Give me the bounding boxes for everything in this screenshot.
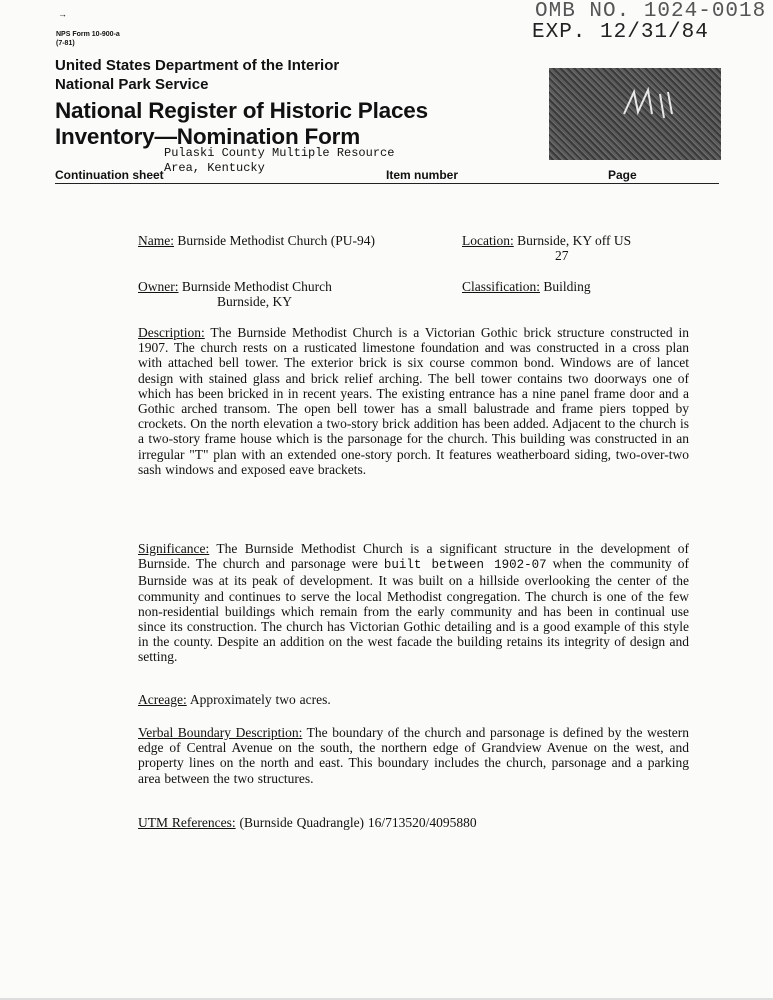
tick-mark: → [58,9,67,19]
significance-label: Significance: [138,541,210,556]
location-value-line2: 27 [555,248,569,263]
item-number-label: Item number [386,168,459,182]
continuation-sheet-label: Continuation sheet [55,168,164,182]
utm-text: (Burnside Quadrangle) 16/713520/4095880 [239,815,477,830]
acreage-section [138,692,689,707]
significance-text-a: The Burnside Methodist Church is a significant structure in the development of Burnside. The church and parsonage were [138,541,689,572]
stamp-scribble-icon [620,84,680,124]
form-title [55,98,428,150]
owner-value: Burnside Methodist Church [181,279,332,294]
continuation-sheet-value [164,146,394,176]
page-label: Page [608,168,637,182]
owner-value-line2: Burnside, KY [217,294,292,309]
handwritten-stamp-mark [620,84,680,131]
omb-number: OMB NO. 1024-0018 [535,0,767,23]
description-section [138,325,689,477]
boundary-label: Verbal Boundary Description: [138,725,303,740]
utm-label: UTM References: [138,815,236,830]
form-number-block [56,30,120,48]
name-value: Burnside Methodist Church (PU-94) [177,233,375,248]
owner-label: Owner: [138,279,179,294]
form-number: NPS Form 10-900-a [56,31,120,38]
continuation-value-line1: Pulaski County Multiple Resource [164,146,395,160]
header-divider [55,183,719,184]
boundary-text: The boundary of the church and parsonage is defined by the western edge of Central Avenue on the south, the northern edge of Grandview Avenue on the west, and property lines on the north and east. This boundary includes the church, parsonage and a parking area between the two structures. [138,725,689,786]
utm-section [138,815,689,830]
form-date: (7-81) [56,40,75,47]
department-name: United States Department of the Interior [55,57,340,74]
name-label: Name: [138,233,174,248]
location-value: Burnside, KY off US [517,233,632,248]
form-title-line1: National Register of Historic Places [55,98,428,123]
form-title-line2: Inventory—Nomination Form [55,124,361,149]
boundary-section [138,725,689,786]
significance-section [138,541,689,665]
owner-field [138,279,332,295]
acreage-label: Acreage: [138,692,187,707]
location-field [462,233,631,249]
description-label: Description: [138,325,205,340]
significance-typed-insert: built between 1902-07 [383,558,547,573]
name-field [138,233,375,249]
service-name: National Park Service [55,76,209,93]
significance-text-c: when the community of Burnside was at its peak of development. It was built on a hillside overlooking the center of the community and continues to serve the local Methodist congregation. The church is one of the few non-residential buildings which remain from the early community and has been in continual use since its construction. The church has Victorian Gothic detailing and is a good example of this style in the county. Despite an addition on the west facade the building retains its integrity of design and setting. [138,556,690,665]
classification-value: Building [543,279,591,294]
acreage-text: Approximately two acres. [189,692,331,707]
location-label: Location: [462,233,514,248]
classification-field [462,279,591,295]
continuation-value-line2: Area, Kentucky [164,161,265,175]
classification-label: Classification: [462,279,540,294]
expiration-date: EXP. 12/31/84 [532,21,709,44]
agency-block [55,56,339,94]
description-text: The Burnside Methodist Church is a Victorian Gothic brick structure constructed in 1907. The church rests on a rusticated limestone foundation and was constructed in a cross plan with attached bell tower. The exterior brick is six course common bond. Windows are of lancet design with stained glass and brick relief arching. The bell tower contains two doorways one of which has been bricked in in recent years. The existing entrance has a nine panel frame door and a Gothic arched transom. The open bell tower has a small balustrade and frame piers topped by crockets. On the north elevation a two-story brick addition has been added. Adjacent to the church is a two-story frame house which is the parsonage for the church. This building was constructed in an irregular "T" plan with an extended one-story porch. It features weatherboard siding, two-over-two sash windows and exposed eave brackets. [138,325,689,477]
